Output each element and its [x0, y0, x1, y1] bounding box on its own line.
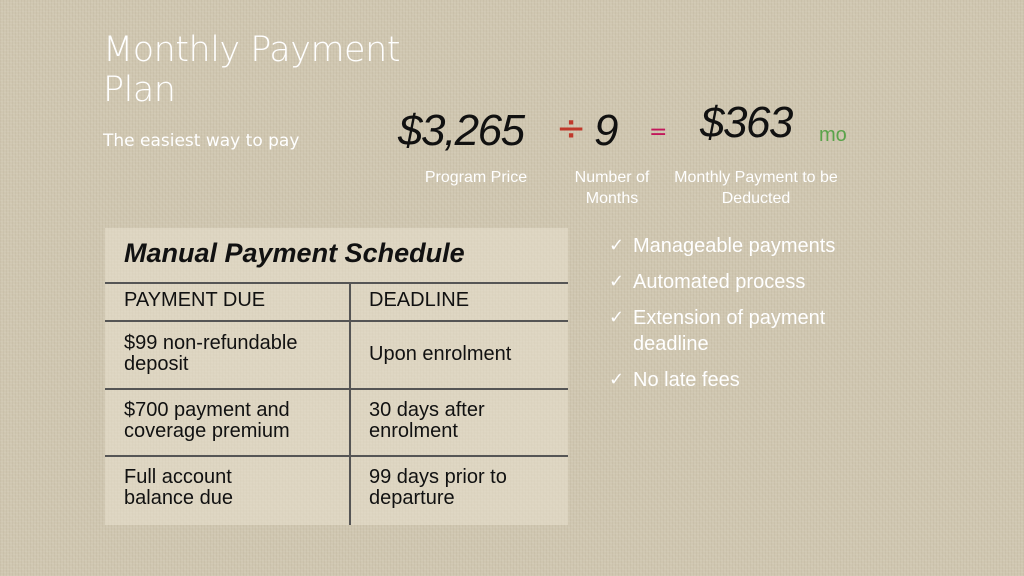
months-caption: Number of Months — [574, 169, 650, 207]
program-price-caption: Program Price — [424, 169, 528, 186]
program-price-value: $3,265 — [398, 106, 524, 155]
benefit-label: Extension of payment deadline — [633, 307, 826, 355]
divide-icon: ÷ — [556, 108, 587, 149]
benefit-label: Manageable payments — [633, 235, 836, 257]
page-subtitle: The easiest way to pay — [103, 131, 300, 151]
table-divider — [105, 388, 568, 390]
table-cell-payment: $99 non-refundable deposit — [124, 332, 298, 375]
check-icon: ✓ — [609, 235, 625, 256]
benefit-label: Automated process — [633, 271, 806, 293]
list-item — [609, 269, 909, 295]
equals-icon: = — [649, 120, 668, 145]
list-item — [609, 305, 909, 357]
check-icon: ✓ — [609, 307, 625, 328]
monthly-payment-value: $363 — [700, 98, 792, 147]
table-column-divider — [349, 282, 351, 525]
check-icon: ✓ — [609, 369, 625, 390]
table-divider — [105, 320, 568, 322]
table-cell-deadline: Upon enrolment — [369, 343, 512, 365]
table-cell-deadline: 30 days after enrolment — [369, 399, 485, 442]
table-divider — [105, 455, 568, 457]
table-cell-payment: Full account balance due — [124, 466, 233, 509]
schedule-title: Manual Payment Schedule — [124, 238, 465, 268]
check-icon: ✓ — [609, 271, 625, 292]
monthly-unit-label: mo — [819, 124, 847, 146]
table-divider — [105, 282, 568, 284]
benefits-list — [609, 233, 909, 403]
months-value: 9 — [594, 106, 617, 155]
list-item — [609, 367, 909, 393]
benefit-label: No late fees — [633, 369, 740, 391]
table-cell-deadline: 99 days prior to departure — [369, 466, 507, 509]
page-title: Monthly Payment Plan — [103, 30, 400, 110]
column-header-deadline: DEADLINE — [369, 289, 470, 311]
column-header-payment-due: PAYMENT DUE — [124, 289, 266, 311]
list-item — [609, 233, 909, 259]
monthly-payment-caption: Monthly Payment to be Deducted — [674, 169, 838, 207]
table-cell-payment: $700 payment and coverage premium — [124, 399, 290, 442]
